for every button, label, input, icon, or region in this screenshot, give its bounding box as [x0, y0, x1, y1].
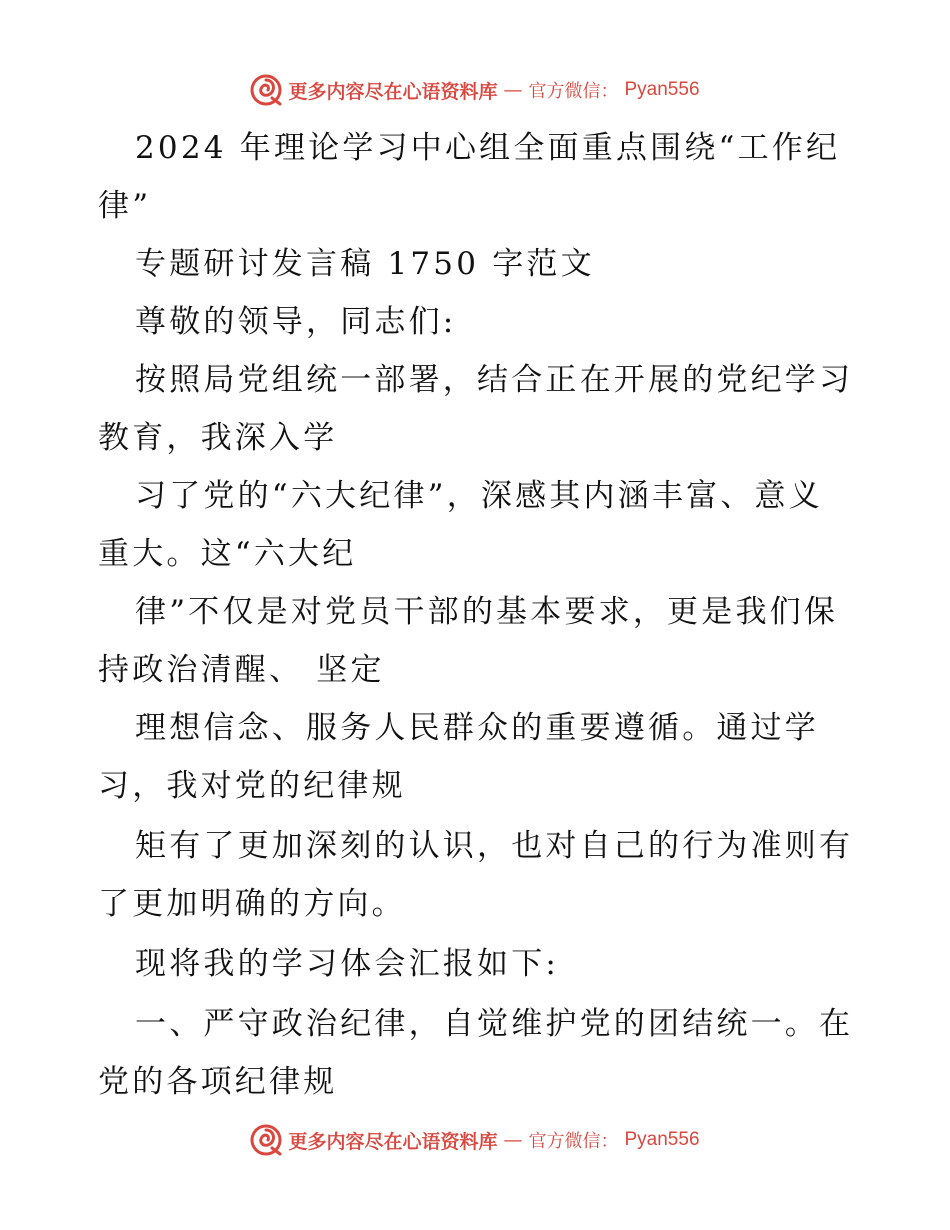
doc-line: 教育，我深入学	[98, 420, 338, 456]
doc-line: 律”	[98, 188, 152, 224]
watermark-wechat-id: Pyan556	[624, 1129, 700, 1150]
doc-line: 持政治清醒、 坚定	[98, 652, 385, 688]
doc-line: 了更加明确的方向。	[98, 886, 406, 922]
red-spiral-logo-icon	[250, 74, 282, 106]
doc-line: 理想信念、服务人民群众的重要遵循。通过学	[135, 710, 819, 746]
footer-watermark	[0, 1120, 950, 1160]
doc-line: 专题研讨发言稿 1750 字范文	[135, 246, 595, 282]
doc-line: 按照局党组统一部署，结合正在开展的党纪学习	[135, 362, 854, 398]
doc-line: 2024 年理论学习中心组全面重点围绕“工作纪	[135, 130, 841, 166]
doc-line: 习了党的“六大纪律”，深感其内涵丰富、意义	[135, 478, 823, 514]
doc-line: 律”不仅是对党员干部的基本要求，更是我们保	[135, 594, 839, 630]
doc-line: 一、严守政治纪律，自觉维护党的团结统一。在	[135, 1006, 854, 1042]
watermark-wechat-label: 官方微信：	[528, 1131, 619, 1152]
watermark-wechat-id: Pyan556	[624, 79, 700, 100]
red-spiral-logo-icon	[250, 1124, 282, 1156]
doc-line: 党的各项纪律规	[98, 1064, 338, 1100]
doc-line: 现将我的学习体会汇报如下:	[135, 946, 560, 982]
watermark-wechat-label: 官方微信：	[528, 81, 619, 102]
watermark-main-text: 更多内容尽在心语资料库	[288, 80, 498, 103]
doc-line: 习，我对党的纪律规	[98, 768, 406, 804]
doc-line: 尊敬的领导，同志们:	[135, 304, 457, 340]
header-watermark	[0, 70, 950, 110]
doc-line: 重大。这“六大纪	[98, 536, 357, 572]
watermark-dash: —	[503, 79, 523, 101]
doc-line: 矩有了更加深刻的认识，也对自己的行为准则有	[135, 828, 854, 864]
watermark-main-text: 更多内容尽在心语资料库	[288, 1130, 498, 1153]
watermark-dash: —	[503, 1129, 523, 1151]
